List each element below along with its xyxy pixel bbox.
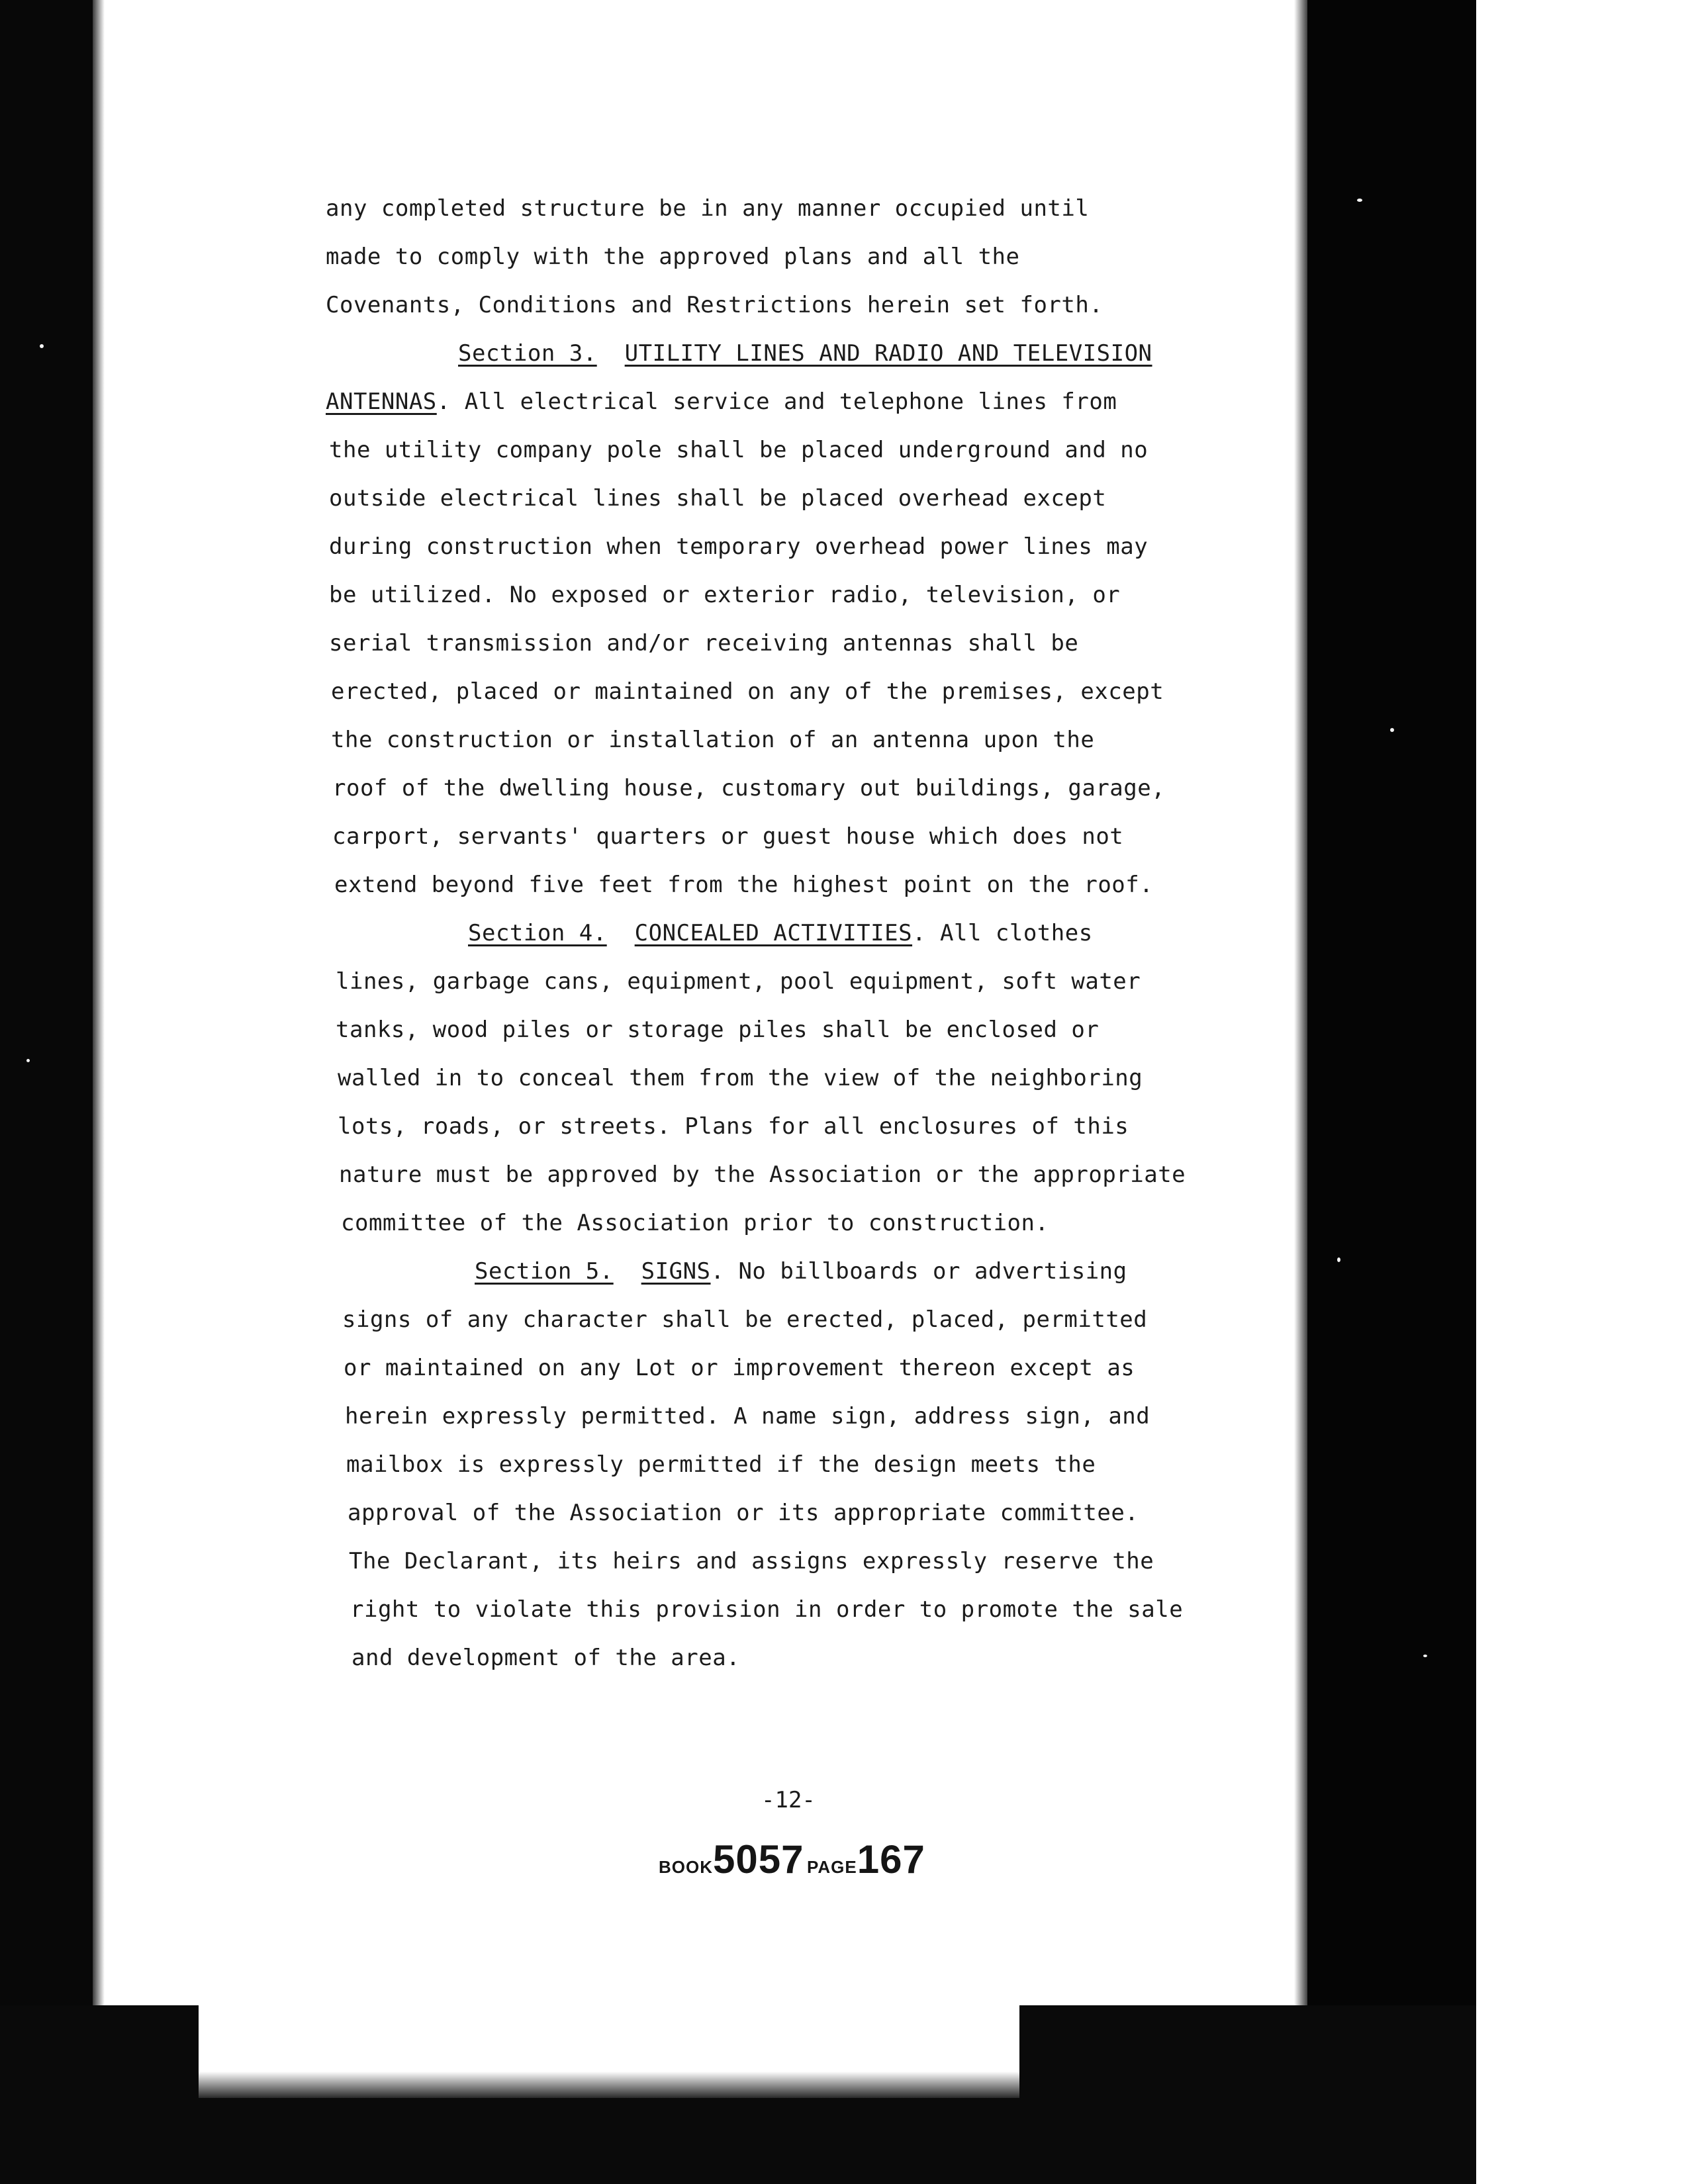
body-line: carport, servants' quarters or guest house which does not bbox=[332, 823, 1124, 850]
body-line: any completed structure be in any manner occupied until bbox=[326, 195, 1090, 222]
body-line: roof of the dwelling house, customary out buildings, garage, bbox=[332, 775, 1166, 801]
body-text: . All electrical service and telephone lines from bbox=[436, 388, 1117, 415]
body-line: the construction or installation of an antenna upon the bbox=[331, 727, 1095, 753]
section-3-label: Section 3. bbox=[458, 340, 597, 367]
body-line: mailbox is expressly permitted if the design meets the bbox=[346, 1451, 1096, 1478]
body-line: during construction when temporary overhead power lines may bbox=[329, 533, 1149, 560]
body-line: lines, garbage cans, equipment, pool equipment, soft water bbox=[336, 968, 1141, 995]
body-line: outside electrical lines shall be placed overhead except bbox=[329, 485, 1107, 512]
body-line bbox=[326, 388, 1117, 415]
page-label: PAGE bbox=[806, 1857, 857, 1877]
section-3-title-cont: ANTENNAS bbox=[326, 388, 437, 415]
book-label: BOOK bbox=[659, 1857, 713, 1877]
body-line: right to violate this provision in order to promote the sale bbox=[350, 1596, 1184, 1623]
body-line: made to comply with the approved plans and all the bbox=[326, 244, 1020, 270]
body-line: The Declarant, its heirs and assigns expressly reserve the bbox=[349, 1548, 1154, 1574]
body-text: . All clothes bbox=[912, 920, 1093, 946]
section-3-title: UTILITY LINES AND RADIO AND TELEVISION bbox=[624, 340, 1152, 367]
book-page-stamp bbox=[659, 1837, 925, 1882]
book-number: 5057 bbox=[713, 1837, 804, 1882]
body-line: serial transmission and/or receiving antennas shall be bbox=[329, 630, 1079, 657]
section-4-heading bbox=[468, 920, 1093, 946]
section-5-title: SIGNS bbox=[641, 1258, 711, 1285]
body-line: herein expressly permitted. A name sign, address sign, and bbox=[345, 1403, 1150, 1430]
body-line: signs of any character shall be erected, placed, permitted bbox=[342, 1306, 1148, 1333]
body-line: extend beyond five feet from the highest point on the roof. bbox=[334, 872, 1154, 898]
section-4-title: CONCEALED ACTIVITIES bbox=[634, 920, 913, 946]
body-line: lots, roads, or streets. Plans for all enclosures of this bbox=[338, 1113, 1129, 1140]
body-line: Covenants, Conditions and Restrictions herein set forth. bbox=[326, 292, 1103, 318]
section-5-heading bbox=[475, 1258, 1127, 1285]
body-line: or maintained on any Lot or improvement thereon except as bbox=[344, 1355, 1135, 1381]
body-line: and development of the area. bbox=[352, 1645, 741, 1671]
body-line: nature must be approved by the Association or the appropriate bbox=[339, 1161, 1186, 1188]
body-line: be utilized. No exposed or exterior radio, television, or bbox=[329, 582, 1121, 608]
section-4-label: Section 4. bbox=[468, 920, 607, 946]
body-text: . No billboards or advertising bbox=[710, 1258, 1127, 1285]
section-3-heading bbox=[458, 340, 1152, 367]
body-line: walled in to conceal them from the view of the neighboring bbox=[338, 1065, 1143, 1091]
page-reference: 167 bbox=[857, 1837, 925, 1882]
section-5-label: Section 5. bbox=[475, 1258, 614, 1285]
body-line: tanks, wood piles or storage piles shall be enclosed or bbox=[336, 1017, 1100, 1043]
page-number: -12- bbox=[761, 1787, 816, 1813]
body-line: committee of the Association prior to construction. bbox=[341, 1210, 1049, 1236]
body-line: the utility company pole shall be placed underground and no bbox=[329, 437, 1149, 463]
body-line: approval of the Association or its appropriate committee. bbox=[348, 1500, 1139, 1526]
body-line: erected, placed or maintained on any of the premises, except bbox=[331, 678, 1164, 705]
